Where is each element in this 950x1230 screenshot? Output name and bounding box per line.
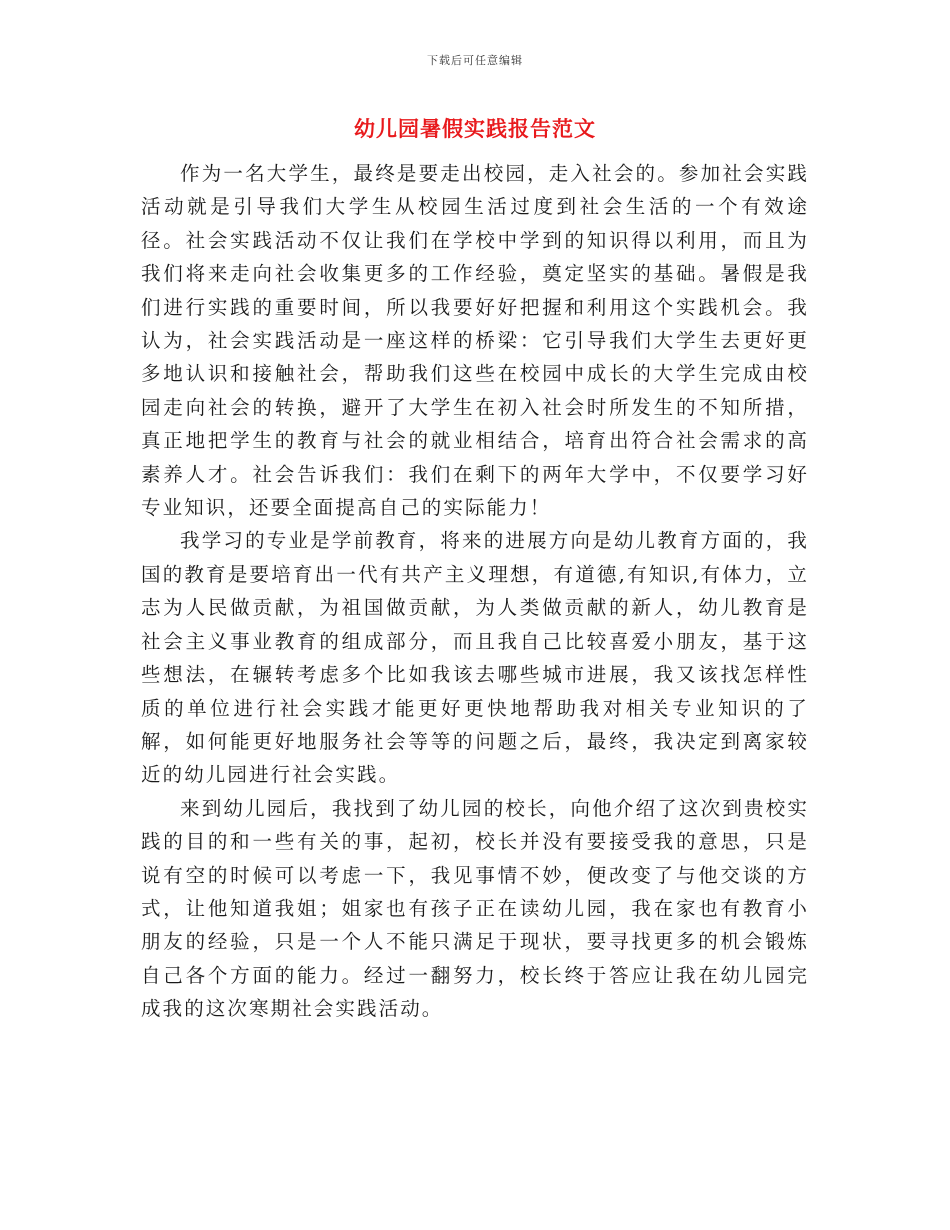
header-note: 下载后可任意编辑 [427, 54, 523, 67]
document-title: 幼儿园暑假实践报告范文 [354, 116, 596, 141]
paragraph-2: 我学习的专业是学前教育，将来的进展方向是幼儿教育方面的，我国的教育是要培育出一代有共产主义理想，有道德,有知识,有体力，立志为人民做贡献，为祖国做贡献，为人类做贡献的新人，幼儿教育是社会主义事业教育的组成部分，而且我自己比较喜爱小朋友，基于这些想法，在辗转考虑多个比如我该去哪些城市进展，我又该找怎样性质的单位进行社会实践才能更好更快地帮助我对相关专业知识的了解，如何能更好地服务社会等等的问题之后，最终，我决定到离家较近的幼儿园进行社会实践。 [141, 529, 809, 787]
paragraph-1: 作为一名大学生，最终是要走出校园，走入社会的。参加社会实践活动就是引导我们大学生从校园生活过度到社会生活的一个有效途径。社会实践活动不仅让我们在学校中学到的知识得以利用，而且为我们将来走向社会收集更多的工作经验，奠定坚实的基础。暑假是我们进行实践的重要时间，所以我要好好把握和利用这个实践机会。我认为，社会实践活动是一座这样的桥梁：它引导我们大学生去更好更多地认识和接触社会，帮助我们这些在校园中成长的大学生完成由校园走向社会的转换，避开了大学生在初入社会时所发生的不知所措，真正地把学生的教育与社会的就业相结合，培育出符合社会需求的高素养人才。社会告诉我们：我们在剩下的两年大学中，不仅要学习好专业知识，还要全面提高自己的实际能力！ [141, 162, 809, 520]
paragraph-3: 来到幼儿园后，我找到了幼儿园的校长，向他介绍了这次到贵校实践的目的和一些有关的事，起初，校长并没有要接受我的意思，只是说有空的时候可以考虑一下，我见事情不妙，便改变了与他交谈的方式，让他知道我姐；姐家也有孩子正在读幼儿园，我在家也有教育小朋友的经验，只是一个人不能只满足于现状，要寻找更多的机会锻炼自己各个方面的能力。经过一翻努力，校长终于答应让我在幼儿园完成我的这次寒期社会实践活动。 [141, 796, 809, 1021]
document-body [141, 157, 809, 1026]
